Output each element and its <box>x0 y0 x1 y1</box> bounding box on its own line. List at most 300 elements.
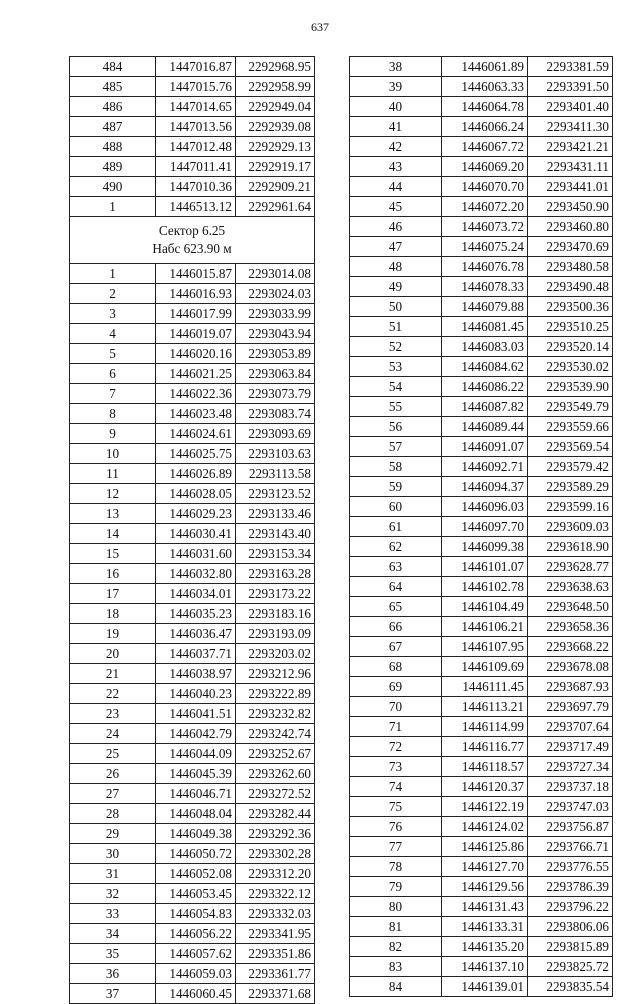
y-coordinate-cell: 2293747.03 <box>528 797 613 817</box>
point-number-cell: 55 <box>350 397 442 417</box>
table-row <box>70 484 315 504</box>
point-number-cell: 42 <box>350 137 442 157</box>
y-coordinate-cell: 2293133.46 <box>236 504 315 524</box>
x-coordinate-cell: 1446024.61 <box>156 424 236 444</box>
x-coordinate-cell: 1446073.72 <box>442 217 528 237</box>
table-row <box>70 964 315 984</box>
y-coordinate-cell: 2293073.79 <box>236 384 315 404</box>
x-coordinate-cell: 1446135.20 <box>442 937 528 957</box>
x-coordinate-cell: 1446049.38 <box>156 824 236 844</box>
y-coordinate-cell: 2293262.60 <box>236 764 315 784</box>
point-number-cell: 76 <box>350 817 442 837</box>
table-row <box>350 97 613 117</box>
point-number-cell: 82 <box>350 937 442 957</box>
y-coordinate-cell: 2293806.06 <box>528 917 613 937</box>
point-number-cell: 25 <box>70 744 156 764</box>
x-coordinate-cell: 1446089.44 <box>442 417 528 437</box>
y-coordinate-cell: 2293510.25 <box>528 317 613 337</box>
x-coordinate-cell: 1447014.65 <box>156 97 236 117</box>
x-coordinate-cell: 1446067.72 <box>442 137 528 157</box>
x-coordinate-cell: 1446057.62 <box>156 944 236 964</box>
x-coordinate-cell: 1446120.37 <box>442 777 528 797</box>
point-number-cell: 26 <box>70 764 156 784</box>
y-coordinate-cell: 2293302.28 <box>236 844 315 864</box>
table-row <box>350 977 613 997</box>
table-row <box>350 737 613 757</box>
point-number-cell: 28 <box>70 804 156 824</box>
y-coordinate-cell: 2293083.74 <box>236 404 315 424</box>
table-row <box>350 337 613 357</box>
table-row <box>70 924 315 944</box>
table-row <box>70 157 315 177</box>
point-number-cell: 2 <box>70 284 156 304</box>
x-coordinate-cell: 1446106.21 <box>442 617 528 637</box>
y-coordinate-cell: 2293322.12 <box>236 884 315 904</box>
x-coordinate-cell: 1446069.20 <box>442 157 528 177</box>
x-coordinate-cell: 1446038.97 <box>156 664 236 684</box>
table-row <box>350 637 613 657</box>
point-number-cell: 60 <box>350 497 442 517</box>
table-row <box>350 477 613 497</box>
table-row <box>350 117 613 137</box>
table-row <box>350 657 613 677</box>
x-coordinate-cell: 1447012.48 <box>156 137 236 157</box>
y-coordinate-cell: 2293835.54 <box>528 977 613 997</box>
x-coordinate-cell: 1446104.49 <box>442 597 528 617</box>
y-coordinate-cell: 2293282.44 <box>236 804 315 824</box>
table-row <box>350 417 613 437</box>
point-number-cell: 84 <box>350 977 442 997</box>
y-coordinate-cell: 2293697.79 <box>528 697 613 717</box>
point-number-cell: 3 <box>70 304 156 324</box>
point-number-cell: 38 <box>350 57 442 77</box>
y-coordinate-cell: 2293252.67 <box>236 744 315 764</box>
x-coordinate-cell: 1446020.16 <box>156 344 236 364</box>
table-row <box>70 724 315 744</box>
point-number-cell: 68 <box>350 657 442 677</box>
table-row <box>350 677 613 697</box>
y-coordinate-cell: 2293183.16 <box>236 604 315 624</box>
x-coordinate-cell: 1446059.03 <box>156 964 236 984</box>
table-row <box>350 197 613 217</box>
x-coordinate-cell: 1446053.45 <box>156 884 236 904</box>
y-coordinate-cell: 2293500.36 <box>528 297 613 317</box>
point-number-cell: 83 <box>350 957 442 977</box>
point-number-cell: 14 <box>70 524 156 544</box>
x-coordinate-cell: 1446037.71 <box>156 644 236 664</box>
y-coordinate-cell: 2293658.36 <box>528 617 613 637</box>
y-coordinate-cell: 2293618.90 <box>528 537 613 557</box>
point-number-cell: 67 <box>350 637 442 657</box>
y-coordinate-cell: 2293717.49 <box>528 737 613 757</box>
x-coordinate-cell: 1446099.38 <box>442 537 528 557</box>
point-number-cell: 47 <box>350 237 442 257</box>
y-coordinate-cell: 2293222.89 <box>236 684 315 704</box>
x-coordinate-cell: 1446025.75 <box>156 444 236 464</box>
x-coordinate-cell: 1447010.36 <box>156 177 236 197</box>
y-coordinate-cell: 2293093.69 <box>236 424 315 444</box>
point-number-cell: 74 <box>350 777 442 797</box>
x-coordinate-cell: 1446066.24 <box>442 117 528 137</box>
x-coordinate-cell: 1446102.78 <box>442 577 528 597</box>
y-coordinate-cell: 2293490.48 <box>528 277 613 297</box>
y-coordinate-cell: 2293668.22 <box>528 637 613 657</box>
point-number-cell: 54 <box>350 377 442 397</box>
table-row <box>350 837 613 857</box>
page-number: 637 <box>311 20 329 34</box>
x-coordinate-cell: 1446063.33 <box>442 77 528 97</box>
y-coordinate-cell: 2293411.30 <box>528 117 613 137</box>
point-number-cell: 489 <box>70 157 156 177</box>
table-row <box>70 424 315 444</box>
point-number-cell: 37 <box>70 984 156 1004</box>
table-row <box>70 764 315 784</box>
table-row <box>70 57 315 77</box>
point-number-cell: 490 <box>70 177 156 197</box>
point-number-cell: 44 <box>350 177 442 197</box>
point-number-cell: 10 <box>70 444 156 464</box>
x-coordinate-cell: 1446087.82 <box>442 397 528 417</box>
point-number-cell: 40 <box>350 97 442 117</box>
point-number-cell: 23 <box>70 704 156 724</box>
table-row <box>70 324 315 344</box>
table-row <box>70 744 315 764</box>
y-coordinate-cell: 2293628.77 <box>528 557 613 577</box>
table-row <box>70 77 315 97</box>
x-coordinate-cell: 1446044.09 <box>156 744 236 764</box>
table-row <box>350 597 613 617</box>
y-coordinate-cell: 2292968.95 <box>236 57 315 77</box>
point-number-cell: 29 <box>70 824 156 844</box>
x-coordinate-cell: 1446086.22 <box>442 377 528 397</box>
point-number-cell: 57 <box>350 437 442 457</box>
point-number-cell: 32 <box>70 884 156 904</box>
table-row <box>70 544 315 564</box>
table-row <box>70 604 315 624</box>
x-coordinate-cell: 1446054.83 <box>156 904 236 924</box>
y-coordinate-cell: 2293203.02 <box>236 644 315 664</box>
y-coordinate-cell: 2292939.08 <box>236 117 315 137</box>
table-row <box>350 397 613 417</box>
y-coordinate-cell: 2293173.22 <box>236 584 315 604</box>
point-number-cell: 50 <box>350 297 442 317</box>
point-number-cell: 64 <box>350 577 442 597</box>
point-number-cell: 36 <box>70 964 156 984</box>
x-coordinate-cell: 1446036.47 <box>156 624 236 644</box>
point-number-cell: 51 <box>350 317 442 337</box>
table-row <box>70 384 315 404</box>
point-number-cell: 17 <box>70 584 156 604</box>
y-coordinate-cell: 2293043.94 <box>236 324 315 344</box>
y-coordinate-cell: 2293312.20 <box>236 864 315 884</box>
y-coordinate-cell: 2293687.93 <box>528 677 613 697</box>
y-coordinate-cell: 2293391.50 <box>528 77 613 97</box>
y-coordinate-cell: 2292929.13 <box>236 137 315 157</box>
table-row <box>70 644 315 664</box>
point-number-cell: 49 <box>350 277 442 297</box>
x-coordinate-cell: 1446034.01 <box>156 584 236 604</box>
point-number-cell: 63 <box>350 557 442 577</box>
table-row <box>350 777 613 797</box>
x-coordinate-cell: 1446084.62 <box>442 357 528 377</box>
table-row <box>70 137 315 157</box>
table-row <box>350 537 613 557</box>
table-row <box>350 217 613 237</box>
table-row <box>70 404 315 424</box>
x-coordinate-cell: 1446056.22 <box>156 924 236 944</box>
point-number-cell: 13 <box>70 504 156 524</box>
point-number-cell: 80 <box>350 897 442 917</box>
y-coordinate-cell: 2292961.64 <box>236 197 315 217</box>
table-row <box>70 944 315 964</box>
x-coordinate-cell: 1446101.07 <box>442 557 528 577</box>
point-number-cell: 16 <box>70 564 156 584</box>
x-coordinate-cell: 1446016.93 <box>156 284 236 304</box>
x-coordinate-cell: 1446045.39 <box>156 764 236 784</box>
table-row <box>70 684 315 704</box>
point-number-cell: 33 <box>70 904 156 924</box>
y-coordinate-cell: 2293113.58 <box>236 464 315 484</box>
point-number-cell: 56 <box>350 417 442 437</box>
table-row <box>350 557 613 577</box>
x-coordinate-cell: 1446122.19 <box>442 797 528 817</box>
x-coordinate-cell: 1446064.78 <box>442 97 528 117</box>
point-number-cell: 39 <box>350 77 442 97</box>
table-row <box>350 57 613 77</box>
x-coordinate-cell: 1446094.37 <box>442 477 528 497</box>
y-coordinate-cell: 2293441.01 <box>528 177 613 197</box>
x-coordinate-cell: 1446046.71 <box>156 784 236 804</box>
point-number-cell: 1 <box>70 197 156 217</box>
table-row <box>350 717 613 737</box>
y-coordinate-cell: 2293193.09 <box>236 624 315 644</box>
y-coordinate-cell: 2293351.86 <box>236 944 315 964</box>
table-row <box>350 157 613 177</box>
table-row <box>350 757 613 777</box>
y-coordinate-cell: 2293766.71 <box>528 837 613 857</box>
table-row <box>70 197 315 217</box>
point-number-cell: 69 <box>350 677 442 697</box>
table-row <box>70 904 315 924</box>
table-row <box>350 917 613 937</box>
point-number-cell: 9 <box>70 424 156 444</box>
point-number-cell: 30 <box>70 844 156 864</box>
point-number-cell: 73 <box>350 757 442 777</box>
point-number-cell: 18 <box>70 604 156 624</box>
y-coordinate-cell: 2292949.04 <box>236 97 315 117</box>
y-coordinate-cell: 2293638.63 <box>528 577 613 597</box>
x-coordinate-cell: 1446028.05 <box>156 484 236 504</box>
x-coordinate-cell: 1447011.41 <box>156 157 236 177</box>
y-coordinate-cell: 2293332.03 <box>236 904 315 924</box>
point-number-cell: 488 <box>70 137 156 157</box>
point-number-cell: 24 <box>70 724 156 744</box>
table-row <box>350 297 613 317</box>
table-row <box>70 284 315 304</box>
coordinates-table-left <box>69 56 315 1004</box>
point-number-cell: 19 <box>70 624 156 644</box>
x-coordinate-cell: 1446030.41 <box>156 524 236 544</box>
table-row <box>350 177 613 197</box>
point-number-cell: 12 <box>70 484 156 504</box>
x-coordinate-cell: 1446116.77 <box>442 737 528 757</box>
table-row <box>350 957 613 977</box>
point-number-cell: 20 <box>70 644 156 664</box>
y-coordinate-cell: 2293480.58 <box>528 257 613 277</box>
y-coordinate-cell: 2293599.16 <box>528 497 613 517</box>
point-number-cell: 78 <box>350 857 442 877</box>
y-coordinate-cell: 2293143.40 <box>236 524 315 544</box>
point-number-cell: 81 <box>350 917 442 937</box>
x-coordinate-cell: 1446040.23 <box>156 684 236 704</box>
table-row <box>350 577 613 597</box>
point-number-cell: 71 <box>350 717 442 737</box>
table-row <box>70 304 315 324</box>
x-coordinate-cell: 1446083.03 <box>442 337 528 357</box>
point-number-cell: 6 <box>70 364 156 384</box>
point-number-cell: 66 <box>350 617 442 637</box>
table-row <box>350 517 613 537</box>
table-row <box>70 704 315 724</box>
point-number-cell: 58 <box>350 457 442 477</box>
y-coordinate-cell: 2292919.17 <box>236 157 315 177</box>
x-coordinate-cell: 1446133.31 <box>442 917 528 937</box>
table-row <box>70 444 315 464</box>
y-coordinate-cell: 2293786.39 <box>528 877 613 897</box>
point-number-cell: 45 <box>350 197 442 217</box>
y-coordinate-cell: 2293421.21 <box>528 137 613 157</box>
point-number-cell: 35 <box>70 944 156 964</box>
table-row <box>70 864 315 884</box>
point-number-cell: 72 <box>350 737 442 757</box>
coordinates-table-right <box>349 56 613 997</box>
table-row <box>350 277 613 297</box>
sector-header <box>70 217 315 264</box>
point-number-cell: 15 <box>70 544 156 564</box>
point-number-cell: 7 <box>70 384 156 404</box>
x-coordinate-cell: 1446125.86 <box>442 837 528 857</box>
table-row <box>70 504 315 524</box>
point-number-cell: 34 <box>70 924 156 944</box>
table-row <box>350 317 613 337</box>
table-row <box>350 797 613 817</box>
sector-header-row <box>70 217 315 264</box>
x-coordinate-cell: 1447016.87 <box>156 57 236 77</box>
table-row <box>70 464 315 484</box>
y-coordinate-cell: 2292958.99 <box>236 77 315 97</box>
y-coordinate-cell: 2293825.72 <box>528 957 613 977</box>
y-coordinate-cell: 2293292.36 <box>236 824 315 844</box>
y-coordinate-cell: 2292909.21 <box>236 177 315 197</box>
y-coordinate-cell: 2293569.54 <box>528 437 613 457</box>
point-number-cell: 75 <box>350 797 442 817</box>
x-coordinate-cell: 1446017.99 <box>156 304 236 324</box>
y-coordinate-cell: 2293539.90 <box>528 377 613 397</box>
x-coordinate-cell: 1446139.01 <box>442 977 528 997</box>
point-number-cell: 31 <box>70 864 156 884</box>
table-row <box>350 377 613 397</box>
y-coordinate-cell: 2293520.14 <box>528 337 613 357</box>
point-number-cell: 1 <box>70 264 156 284</box>
y-coordinate-cell: 2293361.77 <box>236 964 315 984</box>
point-number-cell: 11 <box>70 464 156 484</box>
x-coordinate-cell: 1447013.56 <box>156 117 236 137</box>
y-coordinate-cell: 2293371.68 <box>236 984 315 1004</box>
y-coordinate-cell: 2293589.29 <box>528 477 613 497</box>
point-number-cell: 22 <box>70 684 156 704</box>
table-row <box>70 844 315 864</box>
table-row <box>350 437 613 457</box>
x-coordinate-cell: 1446015.87 <box>156 264 236 284</box>
sector-elevation: Набс 623.90 м <box>152 241 232 256</box>
table-row <box>70 984 315 1004</box>
x-coordinate-cell: 1446078.33 <box>442 277 528 297</box>
x-coordinate-cell: 1446026.89 <box>156 464 236 484</box>
y-coordinate-cell: 2293460.80 <box>528 217 613 237</box>
y-coordinate-cell: 2293815.89 <box>528 937 613 957</box>
x-coordinate-cell: 1446091.07 <box>442 437 528 457</box>
point-number-cell: 27 <box>70 784 156 804</box>
table-row <box>70 584 315 604</box>
table-row <box>70 117 315 137</box>
x-coordinate-cell: 1446031.60 <box>156 544 236 564</box>
table-row <box>350 617 613 637</box>
y-coordinate-cell: 2293776.55 <box>528 857 613 877</box>
point-number-cell: 8 <box>70 404 156 424</box>
point-number-cell: 61 <box>350 517 442 537</box>
point-number-cell: 62 <box>350 537 442 557</box>
x-coordinate-cell: 1446124.02 <box>442 817 528 837</box>
x-coordinate-cell: 1446081.45 <box>442 317 528 337</box>
table-row <box>70 804 315 824</box>
point-number-cell: 21 <box>70 664 156 684</box>
y-coordinate-cell: 2293232.82 <box>236 704 315 724</box>
point-number-cell: 53 <box>350 357 442 377</box>
x-coordinate-cell: 1446092.71 <box>442 457 528 477</box>
table-row <box>70 624 315 644</box>
table-row <box>70 364 315 384</box>
y-coordinate-cell: 2293401.40 <box>528 97 613 117</box>
x-coordinate-cell: 1446029.23 <box>156 504 236 524</box>
table-row <box>70 784 315 804</box>
x-coordinate-cell: 1446114.99 <box>442 717 528 737</box>
table-row <box>70 824 315 844</box>
x-coordinate-cell: 1446109.69 <box>442 657 528 677</box>
x-coordinate-cell: 1446032.80 <box>156 564 236 584</box>
point-number-cell: 43 <box>350 157 442 177</box>
table-row <box>70 884 315 904</box>
x-coordinate-cell: 1446079.88 <box>442 297 528 317</box>
y-coordinate-cell: 2293033.99 <box>236 304 315 324</box>
table-row <box>350 137 613 157</box>
y-coordinate-cell: 2293163.28 <box>236 564 315 584</box>
table-row <box>70 97 315 117</box>
table-row <box>350 697 613 717</box>
table-row <box>70 524 315 544</box>
x-coordinate-cell: 1446113.21 <box>442 697 528 717</box>
point-number-cell: 59 <box>350 477 442 497</box>
x-coordinate-cell: 1446097.70 <box>442 517 528 537</box>
x-coordinate-cell: 1446127.70 <box>442 857 528 877</box>
x-coordinate-cell: 1446118.57 <box>442 757 528 777</box>
table-row <box>350 77 613 97</box>
y-coordinate-cell: 2293450.90 <box>528 197 613 217</box>
y-coordinate-cell: 2293737.18 <box>528 777 613 797</box>
x-coordinate-cell: 1446023.48 <box>156 404 236 424</box>
point-number-cell: 77 <box>350 837 442 857</box>
y-coordinate-cell: 2293123.52 <box>236 484 315 504</box>
x-coordinate-cell: 1446129.56 <box>442 877 528 897</box>
